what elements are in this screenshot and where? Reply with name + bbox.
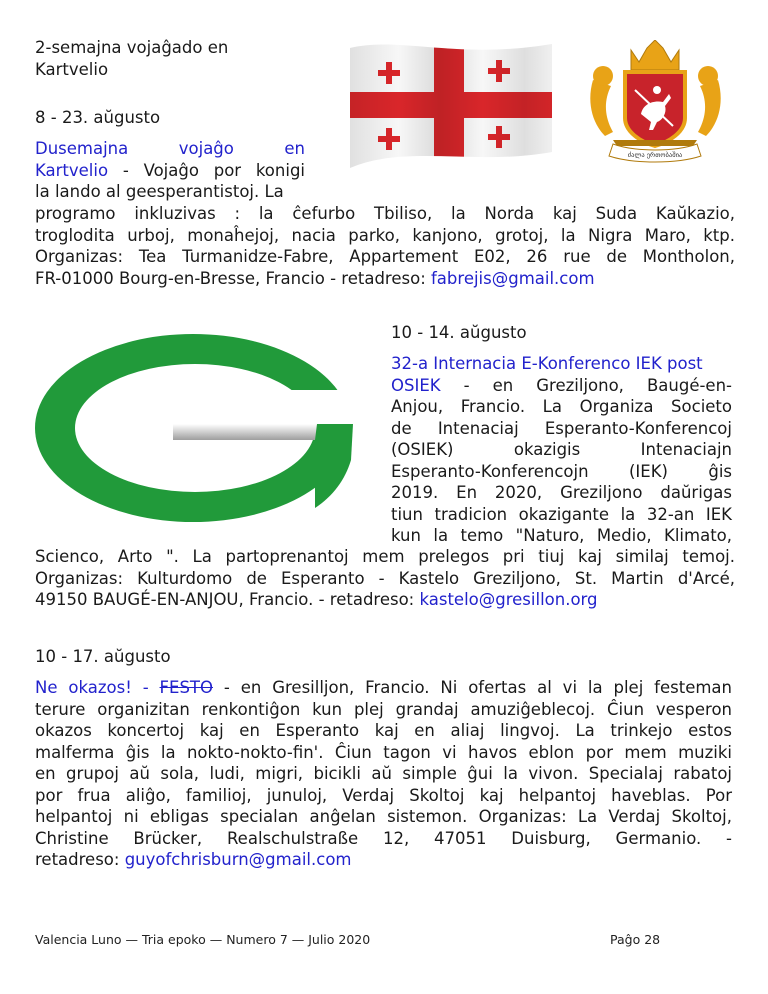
event2-line3: Anjou, Francio. La Organiza Societo xyxy=(391,397,732,416)
event2-line11: Organizas: Kulturdomo de Esperanto - Kastelo Greziljono, St. Martin d'Arcé, xyxy=(35,568,735,588)
event2-line8: tiun tradicion okazigante la 32-an IEK xyxy=(391,504,732,524)
event2-line7: 2019. En 2020, Greziljono daŭrigas xyxy=(391,483,732,502)
event3-title-link[interactable]: Ne okazos! - xyxy=(35,678,160,697)
georgian-coat-of-arms-image xyxy=(583,40,728,169)
event2-date: 10 - 14. aŭgusto xyxy=(391,323,527,342)
event2-line6: Esperanto-Konferencojn (IEK) ĝis xyxy=(391,461,732,481)
event2-intro xyxy=(391,353,732,547)
event1-intro xyxy=(35,138,305,203)
event3-date: 10 - 17. aŭgusto xyxy=(35,647,171,666)
article-heading xyxy=(35,37,228,80)
event1-line6: Organizas: Tea Turmanidze-Fabre, Appartement E02, 26 rue de Montholon, xyxy=(35,247,735,266)
event1-line5: troglodita urboj, monaĥejoj, nacia parko, kanjono, grotoj, la Nigra Maro, ktp. xyxy=(35,225,735,245)
event1-body xyxy=(35,203,735,289)
event1-title-link[interactable]: Dusemajna vojaĝo en xyxy=(35,139,305,158)
event1-date: 8 - 23. aŭgusto xyxy=(35,108,161,127)
event1-line3: la lando al geesperantistoj. La xyxy=(35,182,284,201)
event2-title-link[interactable]: 32-a Internacia E-Konferenco IEK post xyxy=(391,354,703,373)
event2-body xyxy=(35,546,735,611)
event3-line6: por frua aliĝo, familioj, junuloj, Verdaj Skoltoj kaj helpantoj haveblas. Por xyxy=(35,785,732,805)
event2-link-line1[interactable] xyxy=(391,353,732,375)
event1-line4: programo inkluzivas : la ĉefurbo Tbiliso, la Norda kaj Suda Kaŭkazio, xyxy=(35,204,735,223)
footer-page-number: Paĝo 28 xyxy=(610,932,661,947)
event2-email-link[interactable]: kastelo@gresillon.org xyxy=(419,590,598,609)
event1-email-link[interactable]: fabrejis@gmail.com xyxy=(431,268,595,288)
gresillon-logo-image xyxy=(33,330,355,530)
event3-line1: Ne okazos! - FESTO - en Gresilljon, Francio. Ni ofertas al vi la plej festeman xyxy=(35,678,732,697)
event3-line3: okazos koncertoj kaj en Esperanto kaj en aliaj lingvoj. La trinkejo estos xyxy=(35,721,732,740)
event3-title-strike[interactable]: FESTO xyxy=(159,678,213,697)
event1-link-line1[interactable] xyxy=(35,138,305,160)
footer-publication: Valencia Luno — Tria epoko — Numero 7 — Julio 2020 xyxy=(35,932,371,947)
event1-line7: FR-01000 Bourg-en-Bresse, Francio - retadreso: fabrejis@gmail.com xyxy=(35,268,595,288)
heading-line-2: Kartvelio xyxy=(35,59,109,79)
coat-of-arms-motto: ძალა ერთობაშია xyxy=(627,151,683,159)
georgian-flag-image xyxy=(346,40,556,179)
event1-title-link-cont[interactable]: Kartvelio xyxy=(35,160,109,180)
event3-email-link[interactable]: guyofchrisburn@gmail.com xyxy=(124,850,352,869)
event3-line9: retadreso: guyofchrisburn@gmail.com xyxy=(35,850,352,869)
event2-line12: 49150 BAUGÉ-EN-ANJOU, Francio. - retadreso: kastelo@gresillon.org xyxy=(35,590,598,609)
event2-line5: (OSIEK) okazigis Intenaciajn xyxy=(391,440,732,459)
event3-line7: helpantoj ni ebligas specialan anĝelan sistemon. Organizas: La Verdaj Skoltoj, xyxy=(35,807,732,826)
heading-line-1: 2-semajna vojaĝado en xyxy=(35,38,229,57)
event3-line8: Christine Brücker, Realschulstraße 12, 47051 Duisburg, Germanio. - xyxy=(35,828,732,848)
event3-line2: terure organizitan renkontiĝon kun plej grandaj amuziĝeblecoj. Ĉiun vesperon xyxy=(35,699,732,719)
event3-body xyxy=(35,677,732,871)
event3-line5: en grupoj aŭ sola, ludi, migri, bicikli aŭ simple ĝui la vivon. Specialaj rabatoj xyxy=(35,764,732,783)
event1-line2: Kartvelio - Vojaĝo por konigi xyxy=(35,160,305,180)
event3-line4: malferma ĝis la nokto-nokto-fin'. Ĉiun tagon vi havos eblon por mem muziki xyxy=(35,742,732,762)
event2-line10: Scienco, Arto ". La partoprenantoj mem prelegos pri tiuj kaj similaj temoj. xyxy=(35,547,735,566)
event2-line4: de Intenaciaj Esperanto-Konferencoj xyxy=(391,418,732,438)
event2-line9: kun la temo "Naturo, Medio, Klimato, xyxy=(391,526,732,545)
event2-title-link-cont[interactable]: OSIEK xyxy=(391,375,441,395)
event2-line2: OSIEK - en Greziljono, Baugé-en- xyxy=(391,375,732,395)
